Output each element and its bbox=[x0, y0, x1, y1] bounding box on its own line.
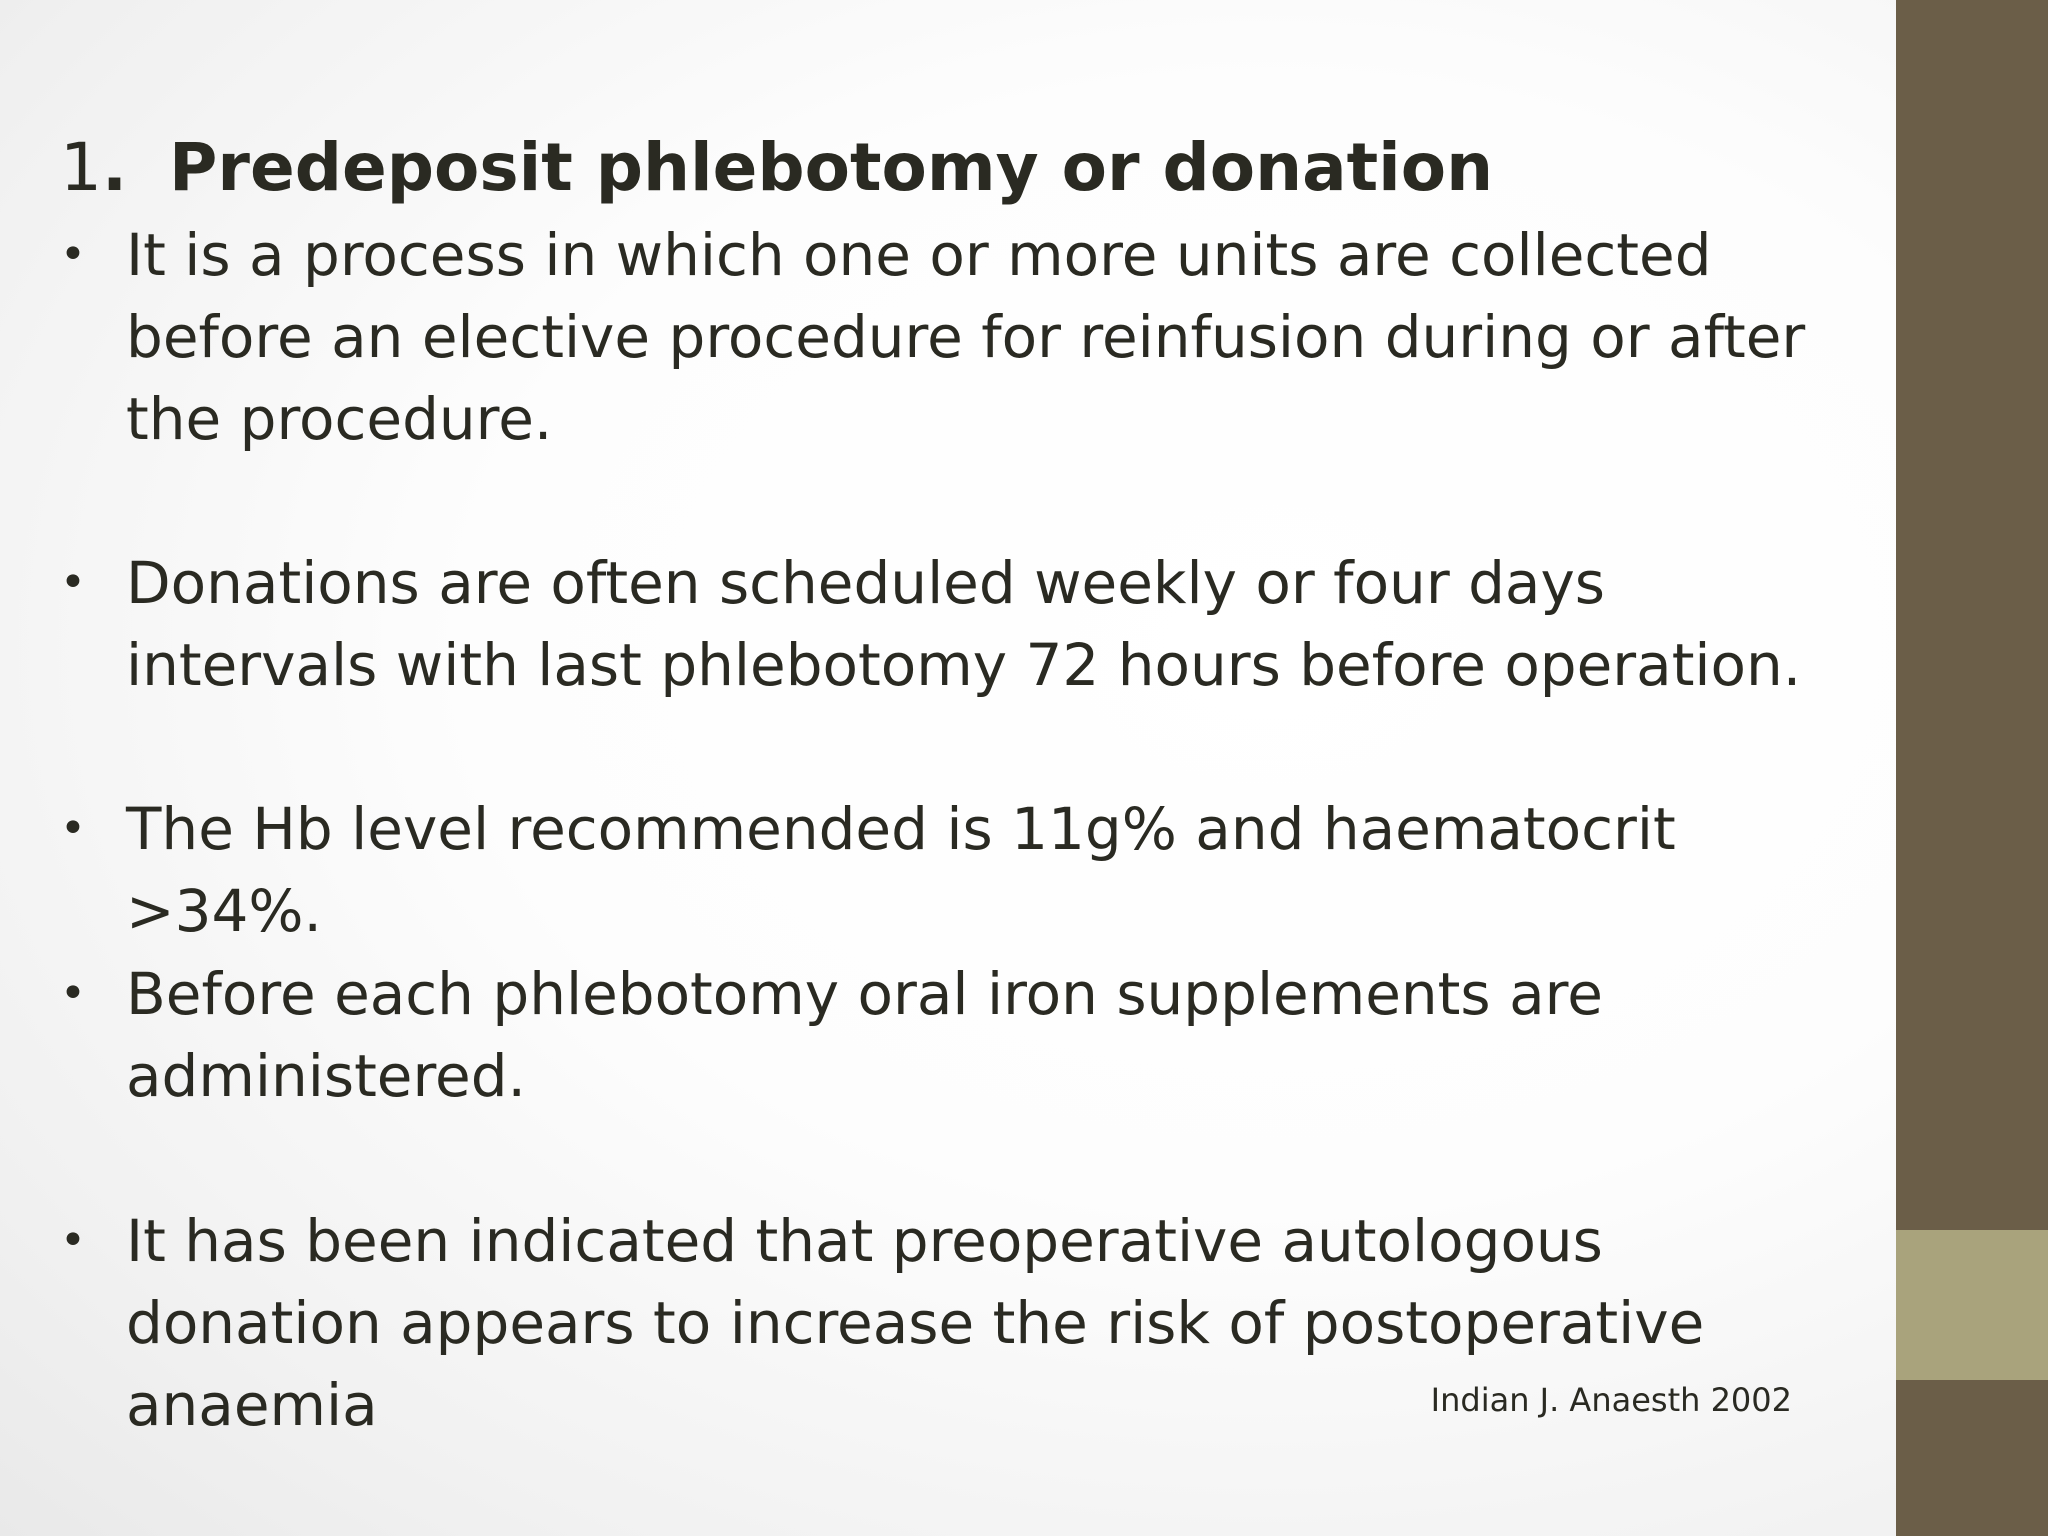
slide-title bbox=[60, 124, 1860, 212]
bullet-dot-icon: • bbox=[60, 968, 86, 1019]
bullet-dot-icon: • bbox=[60, 803, 86, 854]
bullet-text: Donations are often scheduled weekly or four days intervals with last phlebotomy 72 hours before operation. bbox=[126, 549, 1802, 699]
decorative-sidebar-accent bbox=[1896, 1230, 2048, 1380]
bullet-text: It has been indicated that preoperative autologous donation appears to increase the risk of postoperative anaemia bbox=[126, 1207, 1705, 1439]
bullet-dot-icon: • bbox=[60, 557, 86, 608]
bullet-text: The Hb level recommended is 11g% and haematocrit >34%. bbox=[126, 795, 1676, 945]
bullet-item bbox=[60, 542, 1840, 706]
bullet-dot-icon: • bbox=[60, 1215, 86, 1266]
title-text: Predeposit phlebotomy or donation bbox=[169, 129, 1494, 206]
bullet-text: Before each phlebotomy oral iron supplements are administered. bbox=[126, 960, 1603, 1110]
bullet-text: It is a process in which one or more units are collected before an elective procedure for reinfusion during or after the procedure. bbox=[126, 221, 1806, 453]
bullet-item bbox=[60, 788, 1840, 952]
citation: Indian J. Anaesth 2002 bbox=[1430, 1381, 1792, 1419]
bullet-item bbox=[60, 214, 1840, 460]
title-number: 1 bbox=[60, 129, 102, 206]
bullet-item bbox=[60, 953, 1840, 1117]
bullet-dot-icon: • bbox=[60, 229, 86, 280]
title-separator: . bbox=[102, 129, 128, 206]
